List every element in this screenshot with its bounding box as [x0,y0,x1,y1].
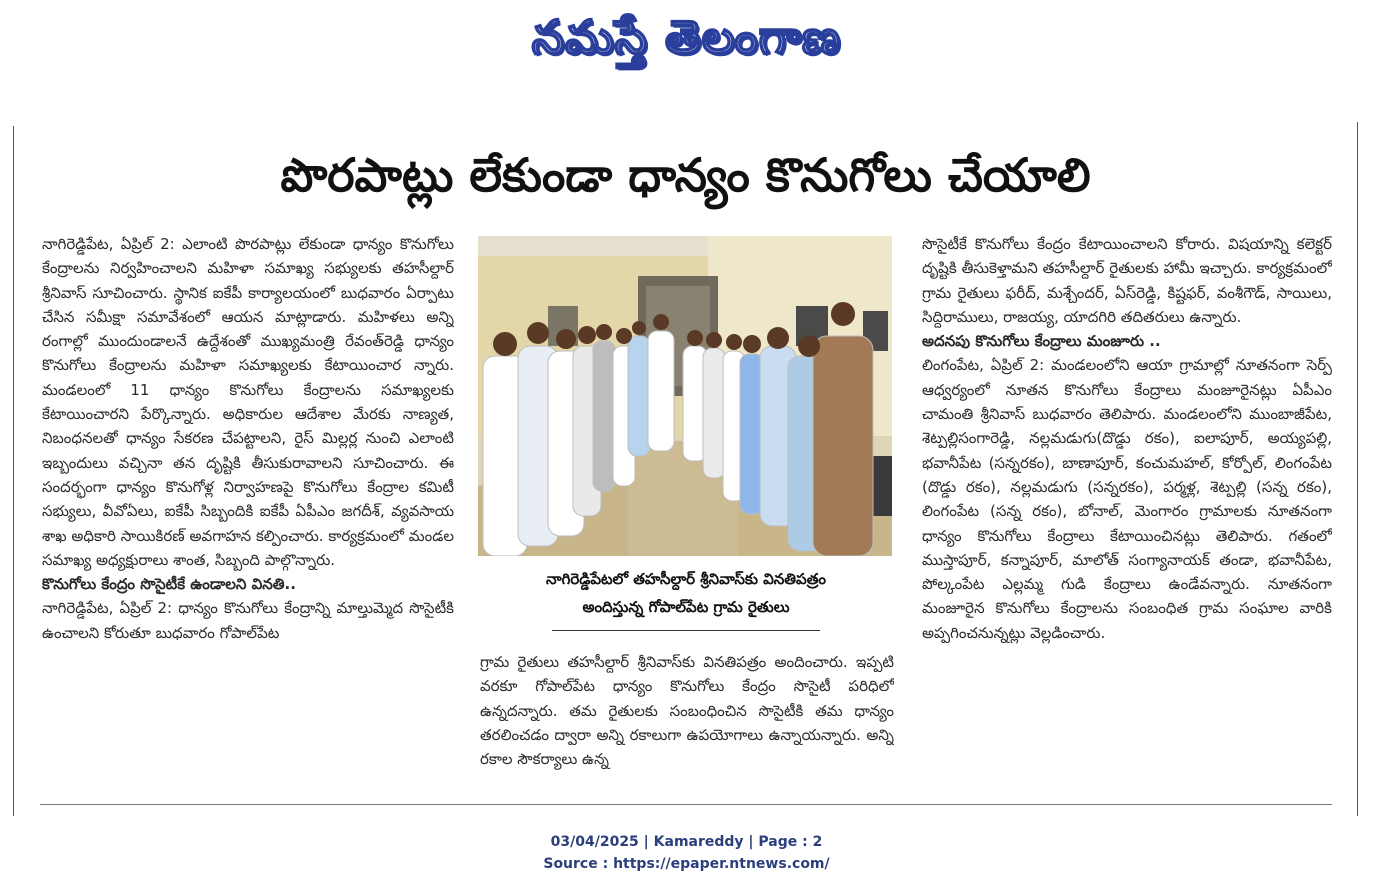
article-paragraph: లింగంపేట, ఏప్రిల్ 2: మండలంలోని ఆయా గ్రామాల్లో నూతనంగా సెర్ప్ ఆధ్వర్యంలో నూతన కొనుగోలు కేంద్రాలు మంజూరైనట్లు ఏపీఎం చామంతి శ్రీనివాస్ బుధవారం తెలిపారు. మండలంలోని ముంబాజీపేట, శెట్పల్లిసంగారెడ్డి, నల్లమడుగు(దొడ్డు రకం), ఐలాపూర్, అయ్యపల్లి, భవానీపేట (సన్నరకం), బాణాపూర్, కంచుమహల్, కోర్పోల్, లింగంపేట (దొడ్డు రకం), నల్లమడుగు (సన్నరకం), పర్మళ్ల, శెట్పల్లి (సన్న రకం), లింగంపేట (సన్న రకం), బోనాల్, మెంగారం గ్రామాలకు నూతనంగా ధాన్యం కొనుగోలు కేంద్రాలు కేటాయించినట్లు తెలిపారు. గతంలో ముస్తాపూర్, కన్నాపూర్, మాలోత్ సంగ్యానాయక్ తండా, భవానీపేట, పోల్కంపేట ఎల్లమ్మ గుడి కేంద్రాలు ఉండేవన్నారు. నూతనంగా మంజూరైన కొనుగోలు కేంద్రాలను సంబంధిత గ్రామ సంఘాల వారికి అప్పగించనున్నట్లు వెల్లడించారు. [922,356,1332,642]
photo-caption-line: అందిస్తున్న గోపాల్‌పేట గ్రామ రైతులు [582,598,790,616]
article-column-middle [480,650,894,795]
caption-underline [552,630,820,631]
newspaper-masthead: నమస్తే తెలంగాణ [531,10,842,64]
article-column-left [42,232,454,792]
article-headline: పొరపాట్లు లేకుండా ధాన్యం కొనుగోలు చేయాలి [280,148,1091,202]
photo-caption [480,565,892,621]
article-paragraph: సొసైటీకే కొనుగోలు కేంద్రం కేటాయించాలని కోరారు. విషయాన్ని కలెక్టర్ దృష్టికి తీసుకెళ్తామని తహసీల్దార్ రైతులకు హామీ ఇచ్చారు. కార్యక్రమంలో గ్రామ రైతులు ఫరీద్, మశ్చేందర్, ఏస్‌రెడ్డి, కిష్టఫర్, వంశీగౌడ్, సాయిలు, సిద్దిరాములు, రాజయ్య, యాదగిరి తదితరులు ఉన్నారు. [922,235,1332,326]
page-border-right [1357,122,1358,816]
article-subheading: అదనపు కొనుగోలు కేంద్రాలు మంజూరు .. [922,332,1161,351]
page-border-left [13,126,14,816]
article-paragraph: నాగిరెడ్డిపేట, ఏప్రిల్ 2: ధాన్యం కొనుగోలు కేంద్రాన్ని మాల్తుమ్మెద సొసైటీకి ఉంచాలని కోరుతూ బుధవారం గోపాల్‌పేట [42,599,454,642]
edition-info: 03/04/2025 | Kamareddy | Page : 2 [550,834,823,850]
article-paragraph: నాగిరెడ్డిపేట, ఏప్రిల్ 2: ఎలాంటి పొరపాట్లు లేకుండా ధాన్యం కొనుగోలు కేంద్రాలను నిర్వహించాలని మహిళా సమాఖ్య సభ్యులకు తహసీల్దార్ శ్రీనివాస్ సూచించారు. స్థానిక ఐకేపీ కార్యాలయంలో బుధవారం ఏర్పాటు చేసిన సమీక్షా సమావేశంలో ఆయన మాట్లాడారు. మహిళలు అన్ని రంగాల్లో ముందుండాలనే ఉద్దేశంతో ముఖ్యమంత్రి రేవంత్‌రెడ్డి ధాన్యం కొనుగోలు కేంద్రాలను మహిళా సమాఖ్యలకు కేటాయించార న్నారు. మండలంలో 11 ధాన్యం కొనుగోలు కేంద్రాలను సమాఖ్యలకు కేటాయించారని పేర్కొన్నారు. అధికారుల ఆదేశాల మేరకు నాణ్యత, నిబంధనలతో ధాన్యం సేకరణ చేపట్టాలని, రైస్ మిల్లర్ల నుంచి ఎలాంటి ఇబ్బందులు వచ్చినా తన దృష్టికి తీసుకురావాలని సూచించారు. ఈ సందర్భంగా ధాన్యం కొనుగోళ్ల నిర్వాహణపై కొనుగోలు కేంద్రాల కమిటీ సభ్యులు, వీవోఏలు, ఐకేపీ సిబ్బందికి ఐకేపీ ఏపీఎం జగదీశ్, వ్యవసాయ శాఖ అధికారి సాయికిరణ్ అవగాహన కల్పించారు. కార్యక్రమంలో మండల సమాఖ్య అధ్యక్షురాలు శాంత, సిబ్బంది పాల్గొన్నారు. [42,235,454,569]
article-bottom-rule [40,804,1332,805]
news-photo [478,236,892,556]
farmers-group-photo [478,236,892,556]
source-link[interactable]: Source : https://epaper.ntnews.com/ [543,856,830,872]
photo-caption-line: నాగిరెడ్డిపేటలో తహసీల్దార్ శ్రీనివాస్‌కు వినతిపత్రం [546,570,826,588]
article-subheading: కొనుగోలు కేంద్రం సొసైటీకే ఉండాలని వినతి.. [42,575,296,594]
article-column-right [922,232,1332,792]
article-paragraph: గ్రామ రైతులు తహసీల్దార్ శ్రీనివాస్‌కు వినతిపత్రం అందించారు. ఇప్పటి వరకూ గోపాల్‌పేట ధాన్యం కొనుగోలు కేంద్రం సొసైటీ పరిధిలో ఉన్నదన్నారు. తమ రైతులకు సంబంధించిన సొసైటీకి తమ ధాన్యం తరలించడం ద్వారా అన్ని రకాలుగా ఉపయోగాలు ఉన్నాయన్నారు. అన్ని రకాల సౌకర్యాలు ఉన్న [480,653,894,769]
